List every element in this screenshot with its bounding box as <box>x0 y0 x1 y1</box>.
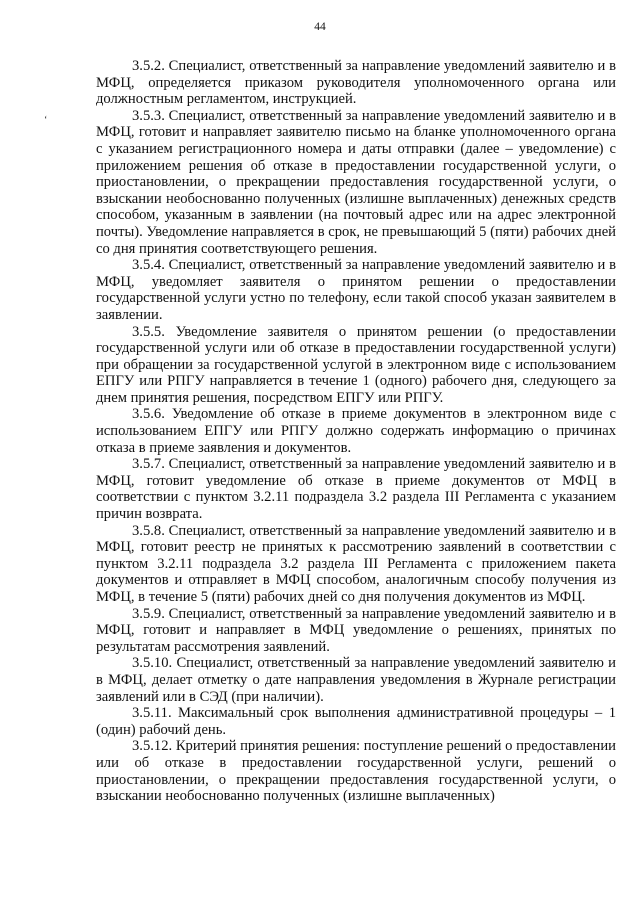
page-number: 44 <box>314 21 326 33</box>
paragraph-3-5-12: 3.5.12. Критерий принятия решения: поступление решений о предоставлении или об отказе в предоставлении государственной услуги, решений о приостановлении, о прекращении предоставления государственной услуги, о взыскании необоснованно полученных (излишне выплаченных) <box>96 738 616 805</box>
paragraph-3-5-5: 3.5.5. Уведомление заявителя о принятом решении (о предоставлении государственной услуги или об отказе в предоставлении государственной услуги) при обращении за государственной услугой в электронном виде с использованием ЕПГУ или РПГУ направляется в течение 1 (одного) рабочего дня, следующего за днем принятия решения, посредством ЕПГУ или РПГУ. <box>96 323 616 406</box>
stray-mark: ‘ <box>44 115 48 126</box>
paragraph-3-5-9: 3.5.9. Специалист, ответственный за направление уведомлений заявителю и в МФЦ, готовит и направляет в МФЦ уведомление о решениях, принятых по результатам рассмотрения заявлений. <box>96 605 616 655</box>
paragraph-3-5-8: 3.5.8. Специалист, ответственный за направление уведомлений заявителю и в МФЦ, готовит реестр не принятых к рассмотрению заявлений в соответствии с пунктом 3.2.11 подраздела 3.2 раздела III Регламента с приложением пакета документов и отправляет в МФЦ способом, аналогичным способу получения из МФЦ, в течение 5 (пяти) рабочих дней со дня получения документов из МФЦ. <box>96 522 616 605</box>
paragraph-3-5-11: 3.5.11. Максимальный срок выполнения административной процедуры – 1 (один) рабочий день. <box>96 705 616 738</box>
paragraph-3-5-3: 3.5.3. Специалист, ответственный за направление уведомлений заявителю и в МФЦ, готовит и направляет заявителю письмо на бланке уполномоченного органа с указанием регистрационного номера и даты отправки (далее – уведомление) с приложением решения об отказе в предоставлении государственной услуги, о приостановлении, о прекращении предоставления государственной услуги, о взыскании необоснованно полученных (излишне выплаченных) денежных средств способом, указанным в заявлении (на почтовый адрес или на адрес электронной почты). Уведомление направляется в срок, не превышающий 5 (пяти) рабочих дней со дня принятия соответствующего решения. <box>96 107 616 257</box>
document-body <box>96 58 616 805</box>
paragraph-3-5-2: 3.5.2. Специалист, ответственный за направление уведомлений заявителю и в МФЦ, определяется приказом руководителя уполномоченного органа или должностным регламентом, инструкцией. <box>96 58 616 108</box>
paragraph-3-5-6: 3.5.6. Уведомление об отказе в приеме документов в электронном виде с использованием ЕПГУ или РПГУ должно содержать информацию о причинах отказа в приеме заявления и документов. <box>96 406 616 456</box>
paragraph-3-5-7: 3.5.7. Специалист, ответственный за направление уведомлений заявителю и в МФЦ, готовит уведомление об отказе в приеме документов от МФЦ в соответствии с пунктом 3.2.11 подраздела 3.2 раздела III Регламента с указанием причин возврата. <box>96 456 616 523</box>
paragraph-3-5-10: 3.5.10. Специалист, ответственный за направление уведомлений заявителю и в МФЦ, делает отметку о дате направления уведомления в Журнале регистрации заявлений или в СЭД (при наличии). <box>96 655 616 705</box>
paragraph-3-5-4: 3.5.4. Специалист, ответственный за направление уведомлений заявителю и в МФЦ, уведомляет заявителя о принятом решении о предоставлении государственной услуги устно по телефону, если такой способ указан заявителем в заявлении. <box>96 257 616 323</box>
